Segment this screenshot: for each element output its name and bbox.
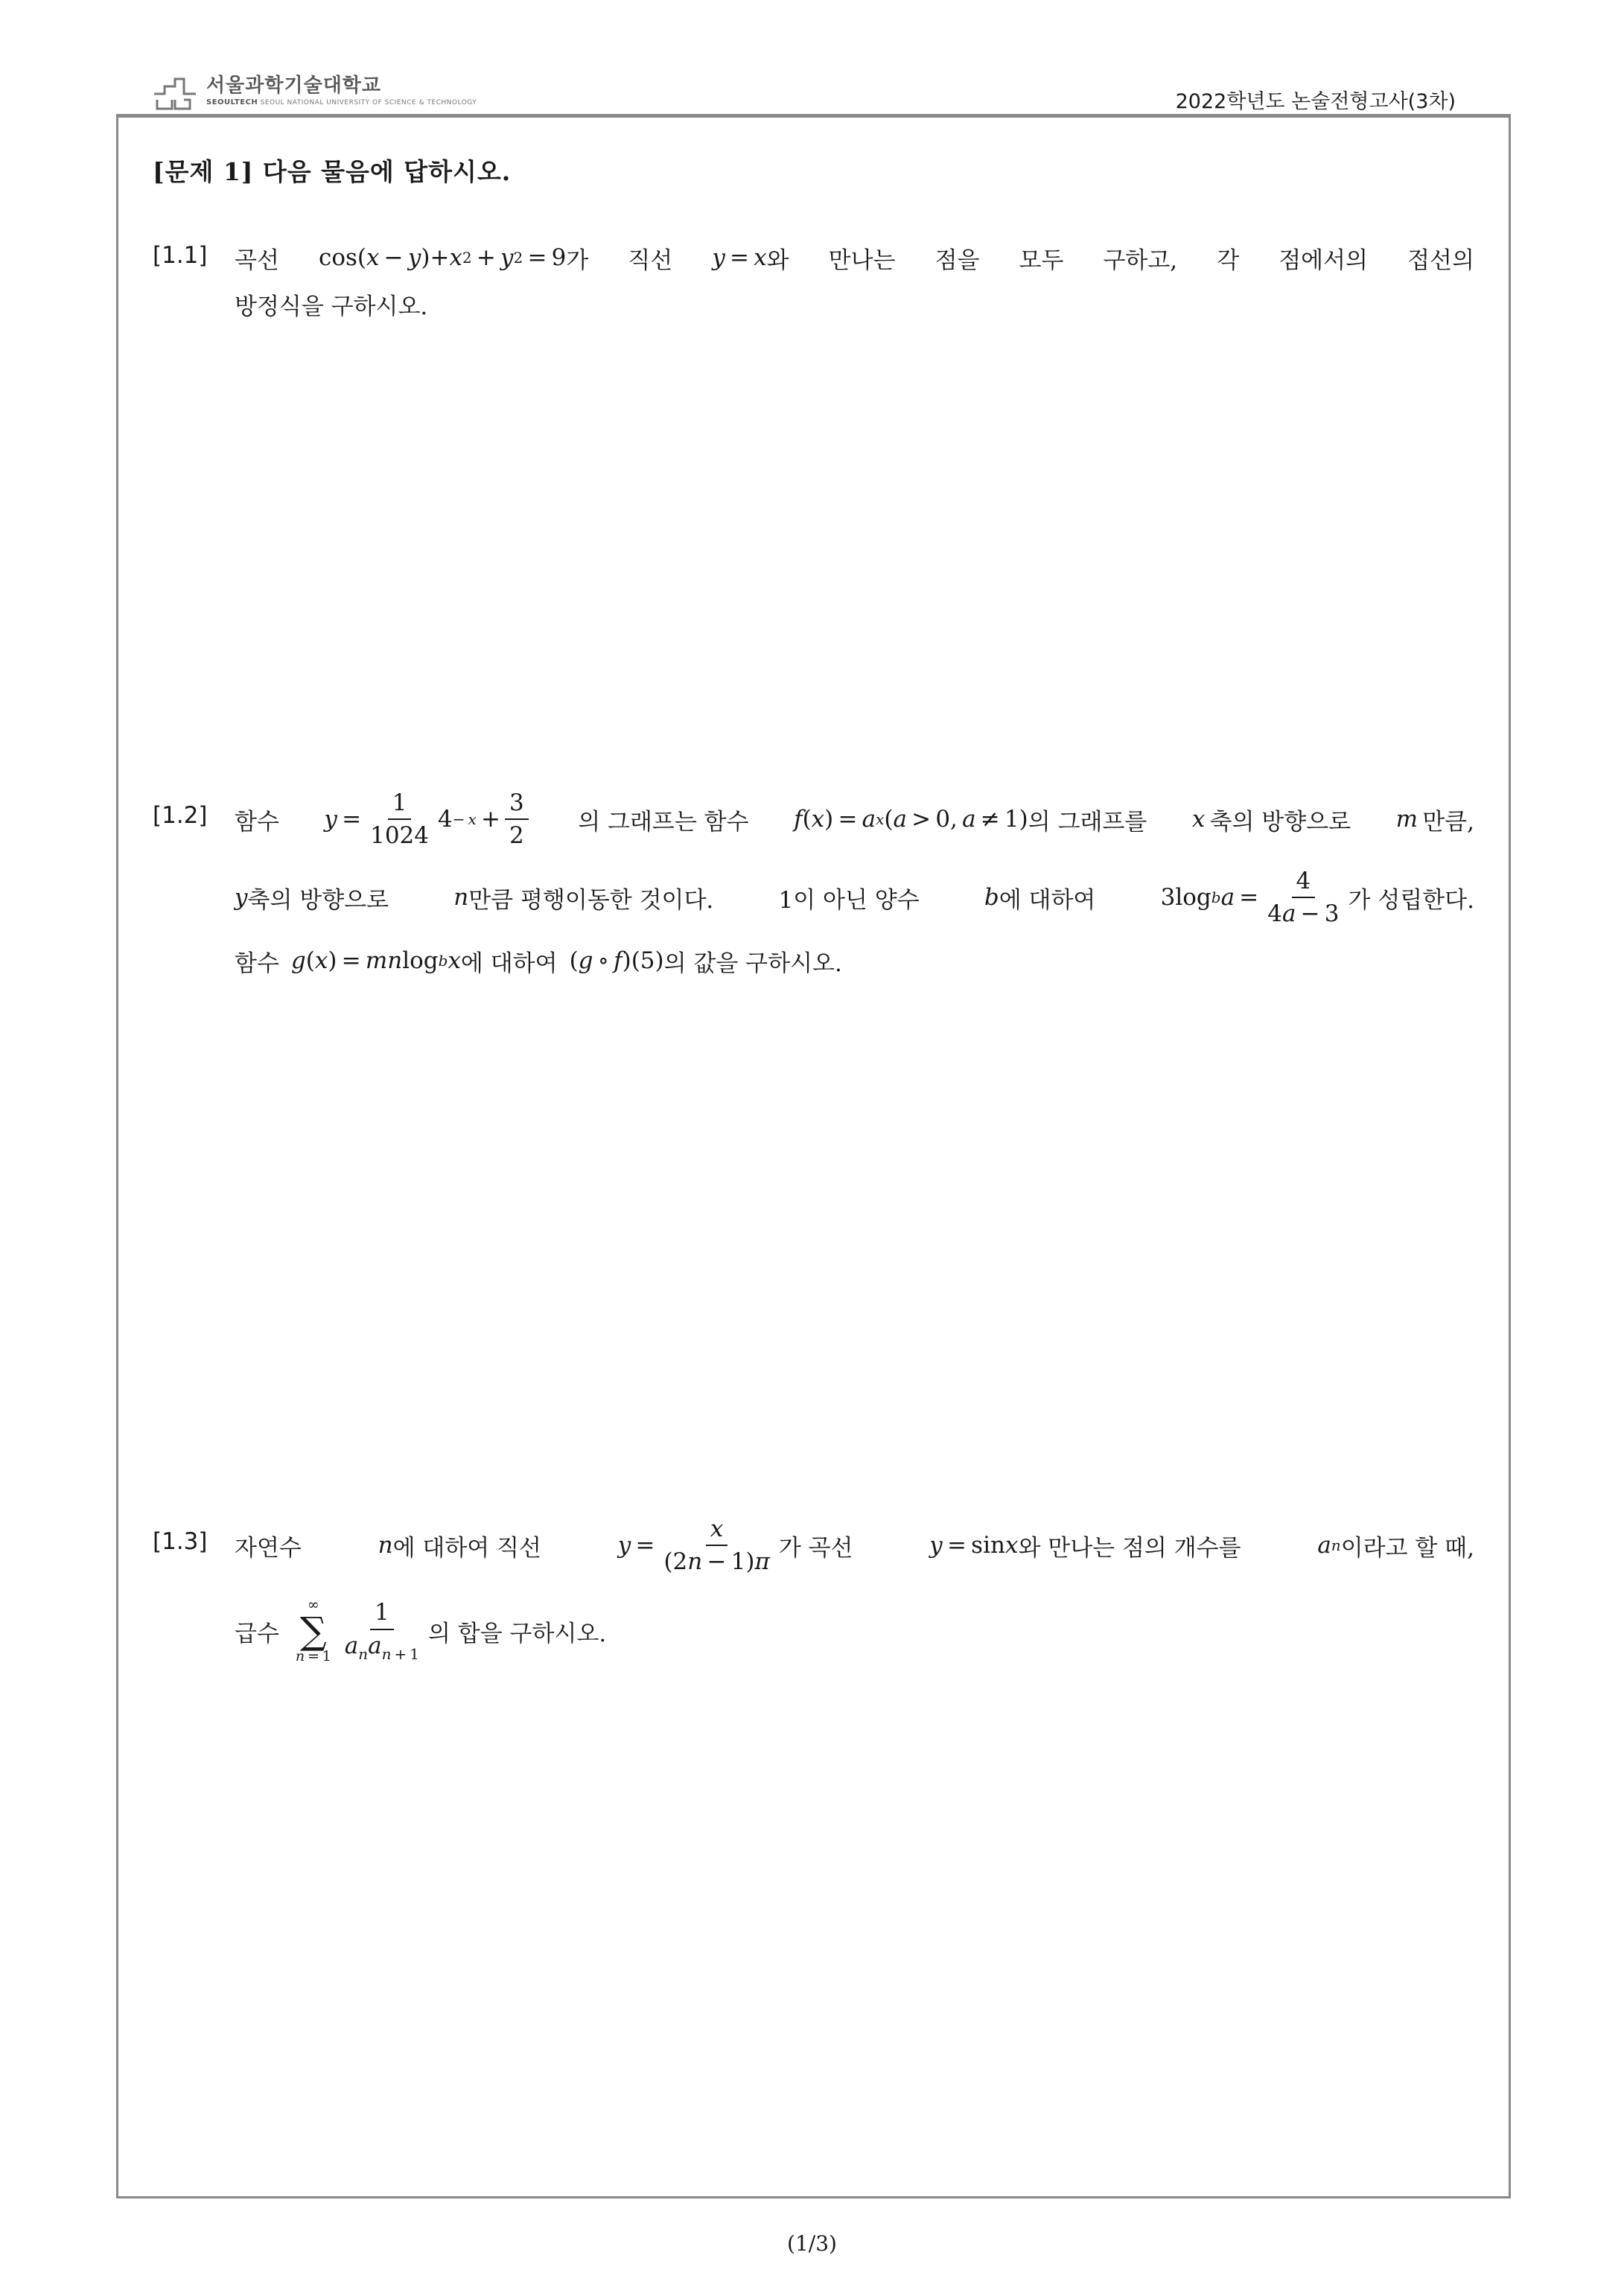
var-y: y 축의 방향으로: [235, 884, 389, 914]
var-x: x 축의 방향으로: [1191, 806, 1351, 836]
equation-curve: cos ( x − y )+ x 2 + y 2 = 9 가: [318, 244, 589, 274]
exam-title: 2022학년도 논술전형고사(3차): [1175, 90, 1456, 113]
equation-series: ∞ ∑ n = 1 $\frac{1}{a_na_{n + 1}}$ 의 합을 구하시오.: [295, 1597, 607, 1664]
problem-line: [235, 1590, 1474, 1672]
text: 각: [1217, 247, 1240, 274]
equation-g: g ( x ) = mn log b x 에 대하여: [290, 947, 558, 977]
equation-log: 3 log b a = $\frac{4}{4a - 3}$ 가 성립한다.: [1160, 867, 1474, 927]
text: 급수: [235, 1620, 279, 1647]
equation-sin: y = sin x 와 만나는 점의 개수를: [929, 1532, 1241, 1562]
problem-line: [235, 1512, 1474, 1579]
equation-f: f ( x ) = a x ( a > 0, a ≠ 1) 의 그래프를: [794, 806, 1147, 836]
text: 직선: [628, 247, 673, 274]
var-n: n 만큼 평행이동한 것이다.: [453, 884, 714, 914]
text: 점을: [934, 247, 980, 274]
text: 접선의: [1407, 247, 1474, 274]
text: 만나는: [828, 247, 896, 274]
problem-number: [1.2]: [153, 802, 208, 829]
problem-line: [235, 935, 1474, 987]
page-number: (1/3): [787, 2231, 837, 2256]
problem-line: [235, 864, 1474, 931]
problem-number: [1.3]: [153, 1528, 208, 1555]
logo-korean-name: 서울과학기술대학교: [206, 74, 382, 97]
var-n: n 에 대하여 직선: [378, 1532, 541, 1562]
problem-line: [235, 242, 1474, 273]
text: 점에서의: [1278, 247, 1369, 274]
text: 함수: [235, 808, 279, 836]
text: 모두: [1019, 247, 1064, 274]
problem-line: 방정식을 구하시오.: [235, 293, 428, 320]
equation-y: y = $\frac{1}{1024}$ 4 − x + $\frac{3}{2}$: [324, 790, 532, 848]
equation-line: y = $\frac{x}{(2n - 1)\pi}$ 가 곡선: [617, 1515, 853, 1575]
var-an: a n 이라고 할 때,: [1317, 1532, 1474, 1562]
text: 1이 아닌 양수: [778, 886, 920, 914]
seoultech-emblem-icon: [153, 77, 199, 115]
text: 자연수: [235, 1534, 302, 1562]
var-m: m 만큼,: [1395, 806, 1474, 836]
var-b: b 에 대하여: [984, 884, 1096, 914]
text: 함수: [235, 950, 279, 977]
logo-english-name: SEOULTECH SEOUL NATIONAL UNIVERSITY OF SCIENCE & TECHNOLOGY: [206, 98, 477, 106]
problem-line: [235, 786, 1474, 853]
problem-number: [1.1]: [153, 242, 208, 269]
equation-line: y = x 와: [712, 244, 789, 274]
text: 의 그래프는 함수: [578, 808, 749, 836]
answer-frame: [116, 115, 1511, 2198]
equation-composition: ( g ∘ f )(5) 의 값을 구하시오.: [569, 947, 842, 977]
text: 구하고,: [1103, 247, 1178, 274]
text: 곡선: [235, 247, 279, 274]
problem-heading: [문제 1] 다음 물음에 답하시오.: [153, 157, 512, 186]
